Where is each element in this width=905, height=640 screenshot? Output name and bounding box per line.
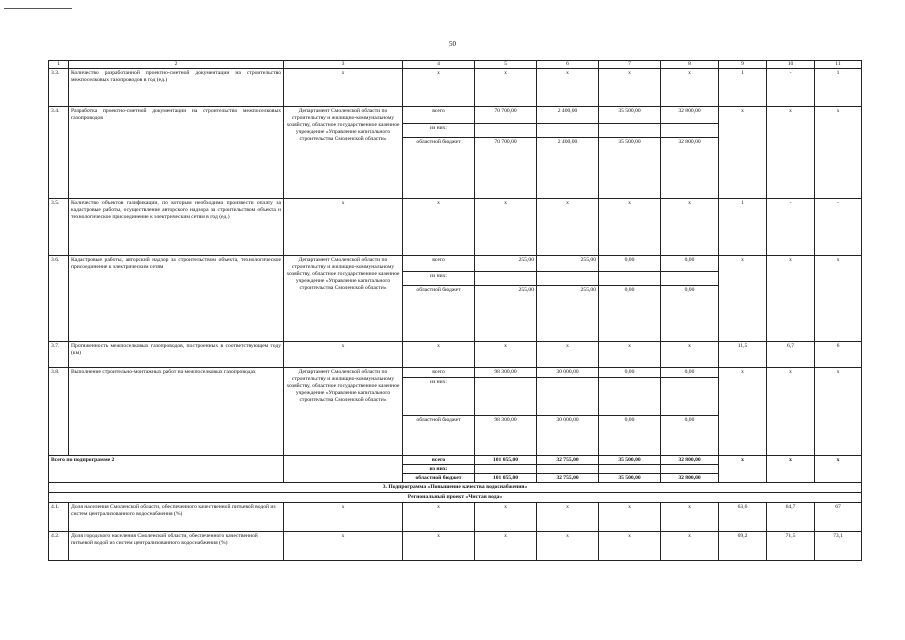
amount-cell: 0,00: [599, 256, 661, 272]
table-row: [49, 107, 862, 124]
cell: x: [537, 503, 599, 532]
cell: x: [537, 342, 599, 368]
amount-cell: 35 500,00: [599, 456, 661, 465]
funding-source: всего: [403, 107, 475, 124]
amount-cell: 255,00: [475, 256, 537, 272]
column-number-row: [49, 61, 862, 69]
amount-cell: 0,00: [661, 256, 719, 272]
col-header: 4: [403, 61, 475, 69]
amount-cell: 101 055,00: [475, 456, 537, 465]
amount-cell: 35 500,00: [599, 107, 661, 124]
cell: 69,2: [719, 532, 767, 561]
funding-source: областной бюджет: [403, 474, 475, 483]
cell: x: [661, 342, 719, 368]
cell: -: [815, 199, 862, 256]
amount-cell: 2 400,00: [537, 107, 599, 124]
table-row: [49, 503, 862, 532]
cell: 71,5: [767, 532, 815, 561]
amount-cell: 35 500,00: [599, 138, 661, 199]
amount-cell: 32 800,00: [661, 456, 719, 465]
amount-cell: 35 500,00: [599, 474, 661, 483]
col-header: 8: [661, 61, 719, 69]
cell: x: [284, 503, 403, 532]
cell: 63,6: [719, 503, 767, 532]
cell: x: [403, 532, 475, 561]
cell: x: [599, 342, 661, 368]
funding-source: из них:: [403, 465, 475, 474]
col-header: 11: [815, 61, 862, 69]
cell: x: [284, 532, 403, 561]
cell: x: [815, 107, 862, 199]
funding-source: из них:: [403, 378, 475, 416]
row-number: 3.6.: [49, 256, 69, 342]
row-number: 3.8.: [49, 368, 69, 456]
cell: 67: [815, 503, 862, 532]
cell: x: [767, 107, 815, 199]
cell: x: [661, 503, 719, 532]
amount-cell: 0,00: [661, 286, 719, 342]
row-number: 4.1.: [49, 503, 69, 532]
amount-cell: [661, 465, 719, 474]
amount-cell: 0,00: [599, 416, 661, 456]
amount-cell: [661, 124, 719, 138]
amount-cell: 98 300,00: [475, 368, 537, 378]
cell: x: [599, 69, 661, 107]
amount-cell: [537, 465, 599, 474]
cell: x: [537, 199, 599, 256]
cell: x: [661, 199, 719, 256]
amount-cell: 32 755,00: [537, 474, 599, 483]
row-number: 3.3.: [49, 69, 69, 107]
cell: x: [599, 532, 661, 561]
cell: -: [767, 199, 815, 256]
col-header: 6: [537, 61, 599, 69]
row-number: 3.5.: [49, 199, 69, 256]
row-number: 3.7.: [49, 342, 69, 368]
amount-cell: 255,00: [537, 256, 599, 272]
amount-cell: 101 055,00: [475, 474, 537, 483]
row-description: Количество объектов газификации, по которым необходимо произвести оплату за кадастровые работы, осуществление авторского надзора за строительством объекта и технологическое присоединение к электрическим сетям в год (ед.): [69, 199, 284, 256]
top-rule: [4, 8, 72, 9]
page-number: 50: [449, 40, 456, 48]
amount-cell: [537, 124, 599, 138]
amount-cell: [599, 124, 661, 138]
amount-cell: 30 000,00: [537, 416, 599, 456]
col-header: 1: [49, 61, 69, 69]
row-number: 4.2.: [49, 532, 69, 561]
amount-cell: [537, 272, 599, 286]
cell: x: [767, 256, 815, 342]
funding-source: областной бюджет: [403, 286, 475, 342]
amount-cell: [661, 378, 719, 416]
amount-cell: [661, 272, 719, 286]
funding-source: всего: [403, 256, 475, 272]
funding-source: всего: [403, 456, 475, 465]
amount-cell: 70 700,00: [475, 107, 537, 124]
amount-cell: [475, 465, 537, 474]
row-description: Доля населения Смоленской области, обеспеченного качественной питьевой водой из систем централизованного водоснабжения (%): [69, 503, 284, 532]
row-description: Протяженность межпоселковых газопроводов, построенных в соответствующем году (км): [69, 342, 284, 368]
table-row: [49, 342, 862, 368]
cell: 64,7: [767, 503, 815, 532]
cell: 73,1: [815, 532, 862, 561]
col-header: 10: [767, 61, 815, 69]
amount-cell: [475, 124, 537, 138]
cell: x: [599, 199, 661, 256]
cell: x: [767, 368, 815, 456]
amount-cell: 0,00: [599, 286, 661, 342]
amount-cell: 98 300,00: [475, 416, 537, 456]
amount-cell: [599, 272, 661, 286]
cell: x: [475, 532, 537, 561]
row-description: Доля городского населения Смоленской области, обеспеченного качественной питьевой водой из систем централизованного водоснабжения (%): [69, 532, 284, 561]
amount-cell: 32 800,00: [661, 107, 719, 124]
amount-cell: [599, 378, 661, 416]
cell: x: [815, 456, 862, 483]
amount-cell: 32 755,00: [537, 456, 599, 465]
amount-cell: 32 800,00: [661, 138, 719, 199]
subprogram-title: 3. Подпрограмма «Повышение качества водоснабжения»: [49, 483, 862, 493]
cell: x: [537, 69, 599, 107]
cell: x: [719, 107, 767, 199]
table-row: [49, 199, 862, 256]
amount-cell: [475, 272, 537, 286]
cell: 6,7: [767, 342, 815, 368]
cell: x: [403, 342, 475, 368]
amount-cell: 2 400,00: [537, 138, 599, 199]
total-label: Всего по подпрограмме 2: [49, 456, 284, 483]
section-row: [49, 493, 862, 503]
cell: 1: [719, 69, 767, 107]
total-row: [49, 456, 862, 465]
col-header: 7: [599, 61, 661, 69]
section-row: [49, 483, 862, 493]
cell: x: [284, 199, 403, 256]
row-number: 3.4.: [49, 107, 69, 199]
cell: x: [661, 532, 719, 561]
table-row: [49, 532, 862, 561]
table-row: [49, 368, 862, 378]
amount-cell: 0,00: [661, 416, 719, 456]
cell: 11,5: [719, 342, 767, 368]
amount-cell: 32 800,00: [661, 474, 719, 483]
amount-cell: 255,00: [475, 286, 537, 342]
cell: x: [475, 342, 537, 368]
cell: 1: [719, 199, 767, 256]
cell: 6: [815, 342, 862, 368]
executor-cell: Департамент Смоленской области по строительству и жилищно-коммунальному хозяйству, областное государственное казенное учреждение «Управление капитального строительства Смоленской области»: [284, 256, 403, 342]
cell: x: [403, 503, 475, 532]
cell: x: [719, 456, 767, 483]
cell: 1: [815, 69, 862, 107]
funding-source: из них:: [403, 272, 475, 286]
row-description: Разработка проектно-сметной документации на строительство межпоселковых газопроводов: [69, 107, 284, 199]
cell: x: [403, 199, 475, 256]
funding-source: всего: [403, 368, 475, 378]
executor-cell: Департамент Смоленской области по строительству и жилищно-коммунальному хозяйству, областное государственное казенное учреждение «Управление капитального строительства Смоленской области»: [284, 368, 403, 456]
cell: x: [767, 456, 815, 483]
executor-cell: Департамент Смоленской области по строительству и жилищно-коммунальному хозяйству, областное государственное казенное учреждение «Управление капитального строительства Смоленской области»: [284, 107, 403, 199]
funding-source: областной бюджет: [403, 416, 475, 456]
cell: [284, 456, 403, 483]
table-row: [49, 256, 862, 272]
table-row: [49, 69, 862, 107]
cell: x: [719, 368, 767, 456]
cell: x: [599, 503, 661, 532]
amount-cell: 0,00: [661, 368, 719, 378]
row-description: Количество разработанной проектно-сметной документации на строительство межпоселковых газопроводов в год (ед.): [69, 69, 284, 107]
cell: x: [403, 69, 475, 107]
amount-cell: 0,00: [599, 368, 661, 378]
cell: x: [537, 532, 599, 561]
amount-cell: [475, 378, 537, 416]
amount-cell: [537, 378, 599, 416]
amount-cell: [599, 465, 661, 474]
col-header: 5: [475, 61, 537, 69]
cell: x: [661, 69, 719, 107]
cell: x: [475, 69, 537, 107]
row-description: Выполнение строительно-монтажных работ на межпоселковых газопроводах: [69, 368, 284, 456]
cell: x: [475, 503, 537, 532]
cell: x: [815, 256, 862, 342]
regional-project-title: Региональный проект «Чистая вода»: [49, 493, 862, 503]
cell: x: [815, 368, 862, 456]
cell: x: [719, 256, 767, 342]
funding-source: областной бюджет: [403, 138, 475, 199]
col-header: 3: [284, 61, 403, 69]
col-header: 9: [719, 61, 767, 69]
funding-source: из них:: [403, 124, 475, 138]
amount-cell: 255,00: [537, 286, 599, 342]
amount-cell: 30 000,00: [537, 368, 599, 378]
amount-cell: 70 700,00: [475, 138, 537, 199]
program-table: [48, 60, 862, 561]
cell: x: [475, 199, 537, 256]
cell: x: [284, 69, 403, 107]
cell: -: [767, 69, 815, 107]
col-header: 2: [69, 61, 284, 69]
cell: x: [284, 342, 403, 368]
row-description: Кадастровые работы, авторский надзор за строительством объекта, технологическое присоединение к электрическим сетям: [69, 256, 284, 342]
